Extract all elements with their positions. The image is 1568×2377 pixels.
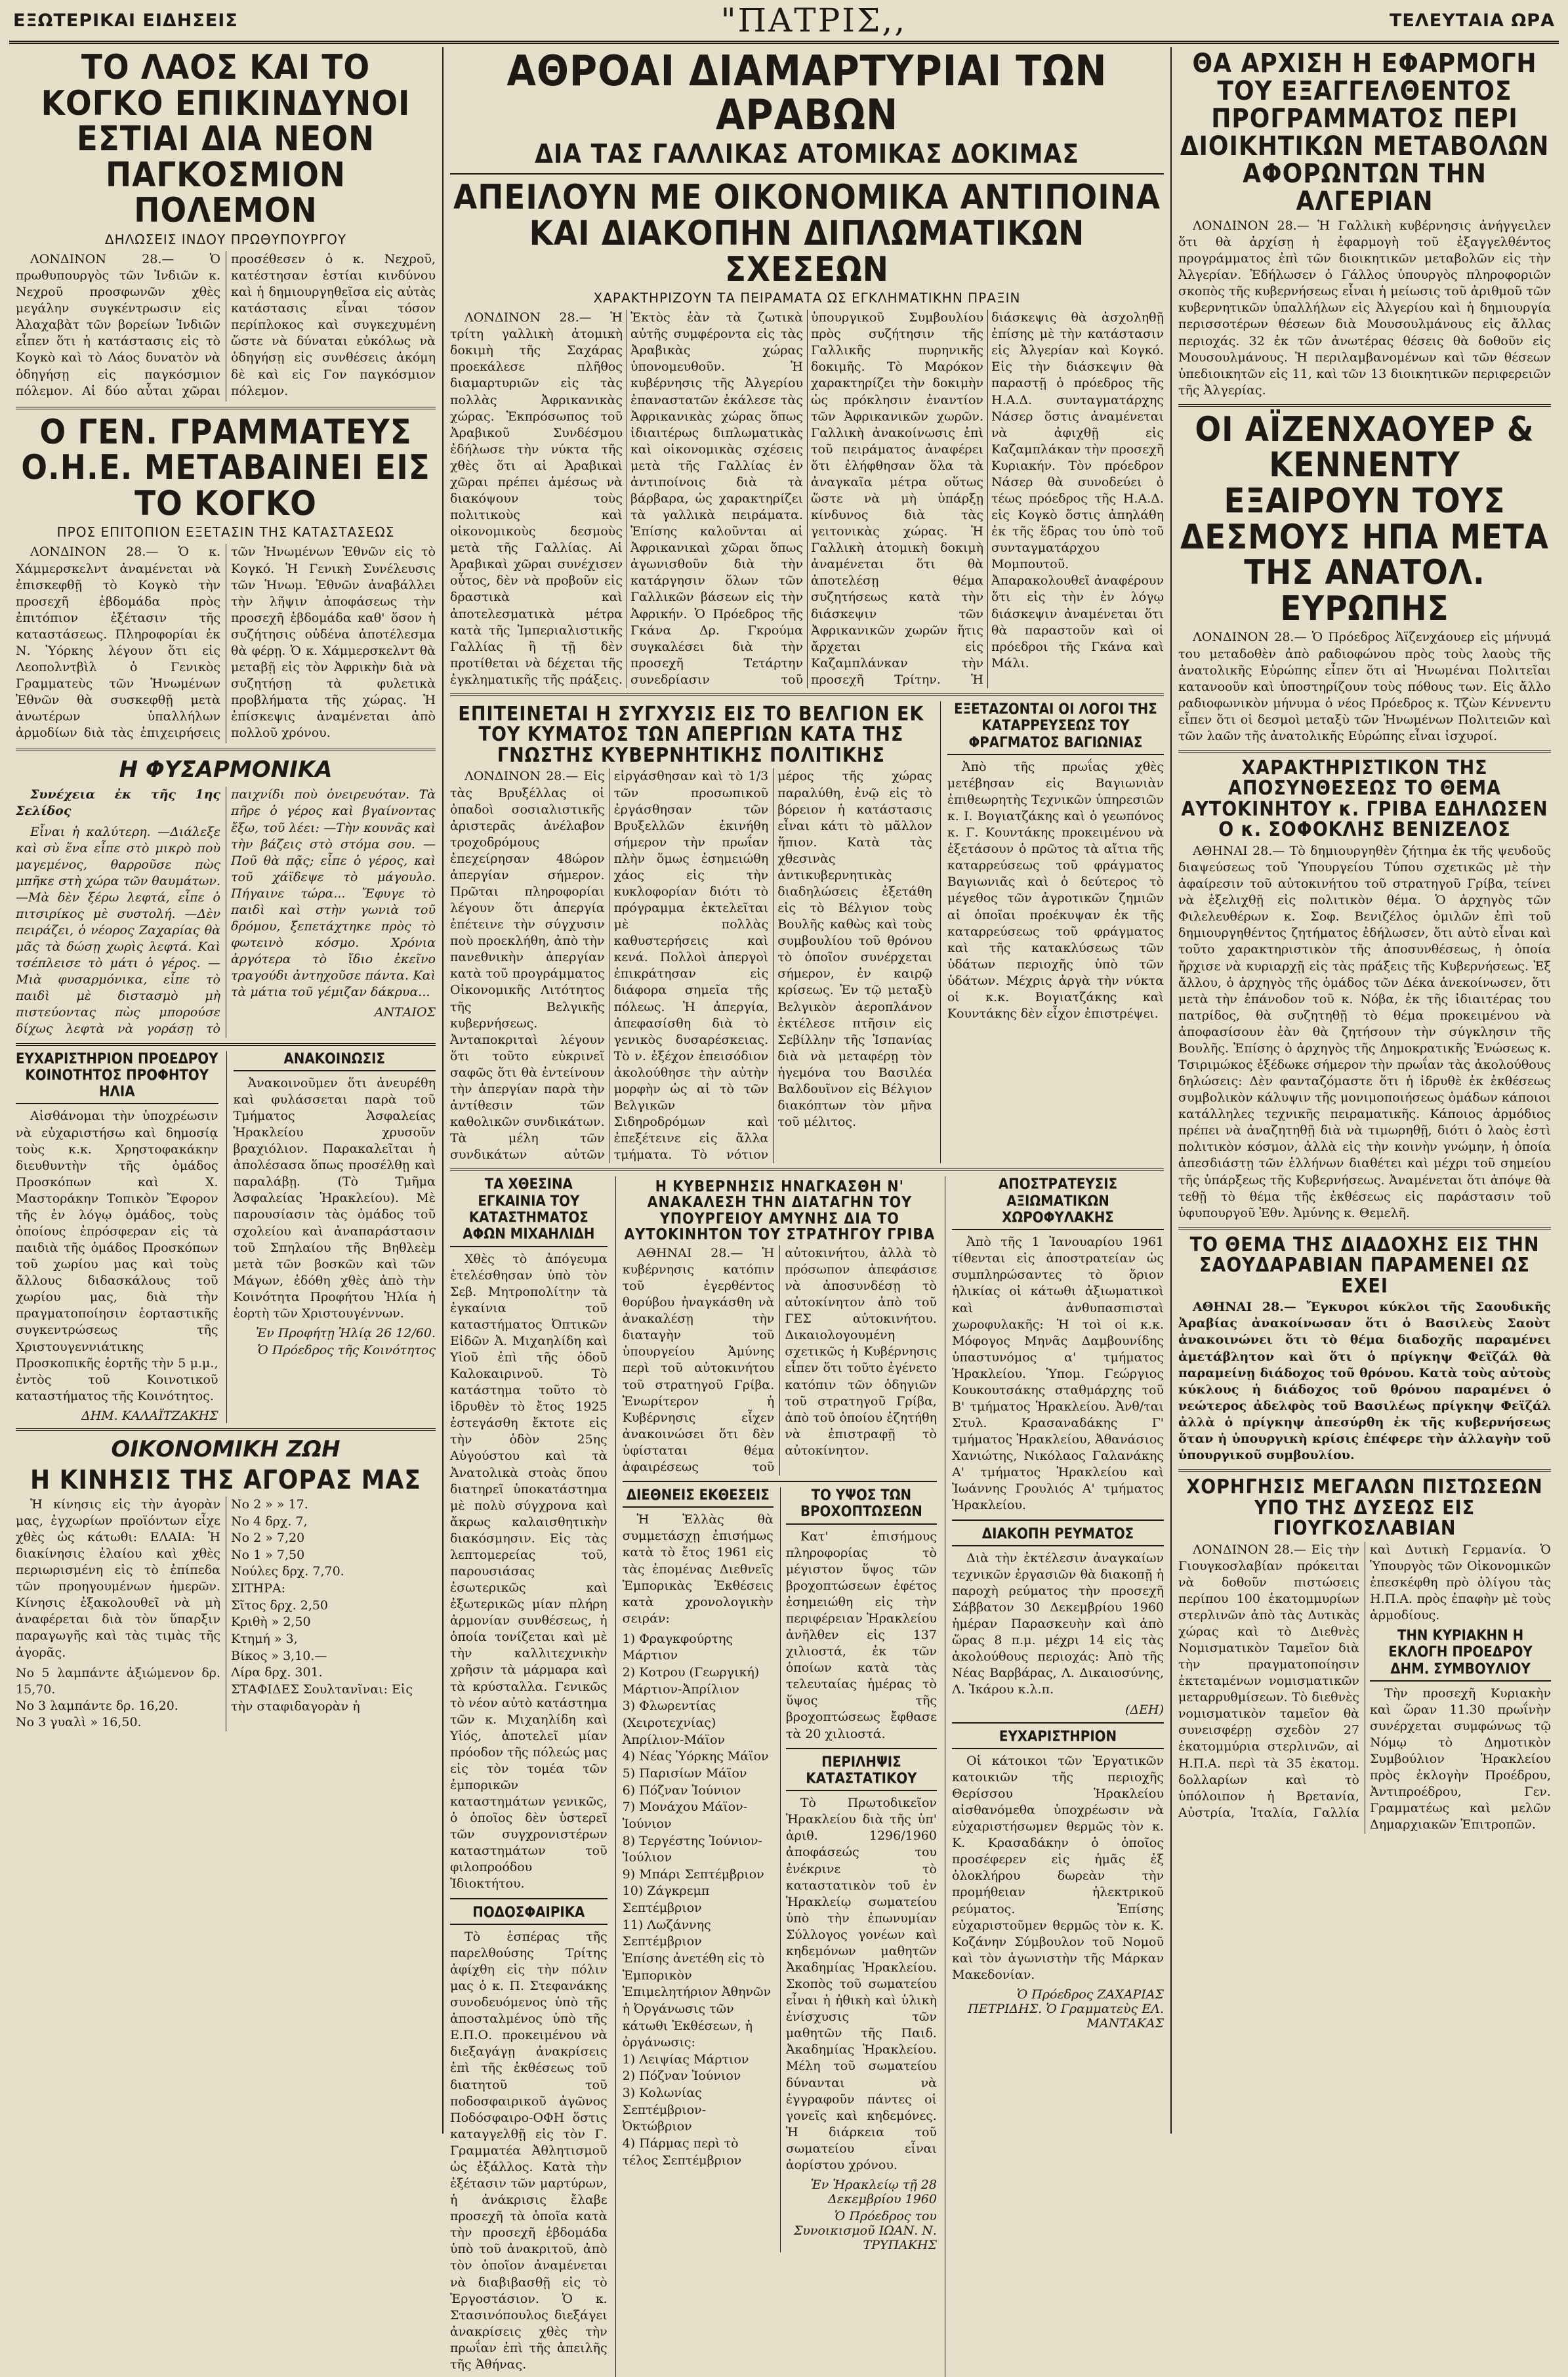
lower-middle-stack [615, 1176, 937, 2377]
fairs-rain-row [623, 1487, 937, 2252]
fair-item: 10) Ζάγκρεμπ Σεπτέμβριον [622, 1884, 710, 1916]
article-harmonica [16, 756, 436, 1037]
paragraph: Ἡ Ἑλλὰς θὰ συμμετάσχῃ ἐπισήμως κατὰ τὸ ἔτος 1961 εἰς τὰς ἑπομένας Διεθνεῖς Ἐμπορικὰς Ἐκθέσεις κατὰ χρονολογικὴν σειράν: [622, 1512, 774, 1626]
left-column [9, 47, 442, 2134]
lower-right-stack [945, 1176, 1164, 2377]
divider [450, 693, 1164, 696]
paragraph: ΛΟΝΔΙΝΟΝ 28.— Ἡ τρίτη γαλλικὴ ἀτομικὴ δοκιμὴ τῆς Σαχάρας προεκάλεσε πλῆθος διαμαρτυριῶν εἰς τὰς πολλὰς Ἀφρικανικὰς χώρας. Ἐκπρόσωπος τοῦ Ἀραβικοῦ Συνδέσμου ἐδήλωσε τὴν νύκτα τῆς χθὲς ὅτι αἱ Ἀραβικαὶ χῶραι πρέπει ἀμέσως νὰ διακόψουν τοὺς πολιτικοὺς καὶ οἰκονομικοὺς δεσμοὺς μετὰ τῆς Γαλλίας. Αἱ Ἀραβικαὶ χῶραι συνέχισεν οὗτος, δὲν νὰ προβοῦν εἰς δραστικὰ καὶ ἀποτελεσματικὰ μέτρα κατὰ τῆς Ἰμπεριαλιστικῆς Γαλλίας ἢ τῇ δὲν προτίθεται νὰ δέχεται τῆς ἐγκληματικῆς τῆς πράξεις. Ἐκτὸς ἐὰν τὰ ζωτικὰ αὐτῆς συμφέροντα εἰς τὰς Ἀραβικὰς χώρας ὑπονομευθοῦν. Ἡ κυβέρνησις τῆς Ἀλγερίου ἐπαναστατῶν ἐκάλεσε τὰς Ἀφρικανικὰς χώρας ὅπως ἰδιαιτέρως διπλωματικὰς καὶ οἰκονομικὰς σχέσεις μετὰ τῆς Γαλλίας ἐν ἀντιποίνοις διὰ τὰ βάρβαρα, ὡς χαρακτηρίζει τὰ γαλλικὰ πειράματα. Ἐπίσης καλοῦνται αἱ Ἀφρικανικαὶ χῶραι ὅπως ἀγωνισθοῦν διὰ τὴν κατάργησιν ὅλων τῶν Γαλλικῶν βάσεων εἰς τὴν Ἀφρικήν. Ὁ Πρόεδρος τῆς Γκάνα Δρ. Γκρούμα συγκαλέσει διὰ τὴν προσεχῆ Τετάρτην συνεδρίασιν τοῦ ὑπουργικοῦ Συμβουλίου πρὸς συζήτησιν τῆς Γαλλικῆς πυρηνικῆς δοκιμῆς. Τὸ Μαρόκον χαρακτηρίζει τὴν δοκιμὴν ὡς πρόκλησιν ἐναντίον τῶν Ἀφρικανικῶν χωρῶν. Γαλλικὴ ἀνακοίνωσις ἐπὶ τοῦ πειράματος ἀναφέρει ὅτι ἐλήφθησαν ὅλα τὰ ἀναγκαῖα μέτρα οὕτως ὥστε νὰ μὴ ὑπάρξῃ κίνδυνος διὰ τὰς γειτονικὰς χώρας. Ἡ Γαλλικὴ ἀτομικὴ δοκιμὴ ἀναμένεται ὅτι θὰ ἀποτελέσῃ θέμα συζητήσεως κατὰ τὴν διάσκεψιν τῶν Ἀφρικανικῶν χωρῶν ἥτις ἄρχεται εἰς Καζαμπλάνκαν τὴν προσεχῆ Τρίτην. Ἡ διάσκεψις θὰ ἀσχοληθῇ ἐπίσης μὲ τὴν κατάστασιν εἰς Ἀλγερίαν καὶ Κογκό. Εἰς τὴν διάσκεψιν θὰ παραστῇ ὁ πρόεδρος τῆς Η.Α.Δ. συνταγματάρχης Νάσερ ὅστις ἀναμένεται νὰ ἀφιχθῇ εἰς Καζαμπλάκαν τὴν προσεχῆ Κυριακήν. Τὸν πρόεδρον Νάσερ θὰ συνοδεύει ὁ τέως πρόεδρος τῆς Η.Α.Δ. εἰς Κογκὸ ὅστις ἀπηλάθη ἐκ τῆς ἔδρας του ὑπὸ τοῦ συνταγματάρχου Μομπουτοῦ. Ἀπαρακολουθεῖ ἀναφέρουν ὅτι εἰς τὴν ἐν λόγῳ διάσκεψιν ἀναμένεται ὅτι θὰ παραστοῦν καὶ οἱ πρόεδροι τῆς Γκάνα καὶ Μάλι. [450, 310, 1164, 687]
article-algeria [1178, 50, 1551, 399]
price-line: No 5 λαμπάντε ἀξιώμενον δρ. 15,70. [16, 1665, 220, 1697]
newspaper-title: "ΠΑΤΡΙΣ,, [720, 1, 907, 39]
signature: (ΔΕΗ) [1125, 1702, 1164, 1717]
paragraph: ΛΟΝΔΙΝΟΝ 28.— Εἰς τὴν Γιουγκοσλαβίαν πρόκειται νὰ δοθοῦν πιστώσεις περίπου 100 ἑκατομμυρίων στερλινῶν ἀπὸ τὰς Δυτικὰς χώρας καὶ τὸ Διεθνὲς Νομισματικὸν Ταμεῖον διὰ τὴν πραγματοποίησιν ἐκτεταμένων νομισματικῶν μεταρρυθμίσεων. Τὸ διεθνὲς νομισματικὸν ταμεῖον θὰ συνεισφέρῃ σχεδὸν 27 ἑκατομμύρια στερλινῶν, αἱ Η.Π.Α. περὶ τὰ 35 ἑκατομ. δολλαρίων καὶ τὸ ὑπόλοιπον ἡ Βρετανία, Αὐστρία, Ἰταλία, Γαλλία καὶ Δυτικὴ Γερμανία. Ὁ Ὑπουργὸς τῶν Οἰκονομικῶν ἐπεσκέφθη πρὸ ὀλίγου τὰς Η.Π.Α. πρὸς ἐπαφὴν μὲ τοὺς ἁρμοδίους. [1178, 1542, 1551, 1820]
divider [16, 749, 436, 751]
price-item: No 1 » 7,50 [231, 1547, 305, 1562]
article-announcements [226, 1051, 436, 1423]
article-fairs [623, 1487, 774, 2252]
article-body [947, 759, 1164, 1022]
article-body [1178, 218, 1551, 399]
price-item: ΣΙΤΗΡΑ: [231, 1581, 286, 1596]
columns [9, 47, 1559, 2372]
divider [1178, 1227, 1551, 1230]
paragraph: Χθὲς τὸ ἀπόγευμα ἐτελέσθησαν ὑπὸ τὸν Σεβ. Μητροπολίτην τὰ ἐγκαίνια τοῦ καταστήματος Ὀπτικῶν Εἰδῶν Ἀ. Μιχαηλίδη καὶ Υἱοῦ ἐπὶ τῆς ὁδοῦ Καλοκαιρινοῦ. Τὸ κατάστημα τοῦτο τὸ ἱδρυθὲν τὸ ἔτος 1925 ἐστεγάσθη ἔκτοτε εἰς τὴν ὁδὸν 25ης Αὐγούστου καὶ τὰ Ἀνατολικὰ στοὰς ὅπου διατηρεῖ ὑποκατάστημα μὲ πολὺ σύγχρονα καὶ ἄκρως καλαισθητικὴν διακόσμησιν. Εἰς τὰς λεπτομερείας τοῦ, παρουσιάσας ἐσωτερικῶς καὶ ἐξωτερικῶς μίαν πλήρη ἁρμονίαν συνθέσεως, ἡ ὁποία τονίζεται καὶ μὲ τὴν καλλιτεχνικὴν χρῆσιν τὰ μάρμαρα καὶ τὰ κρύσταλλα. Γενικῶς τὸ νέον αὐτὸ κατάστημα τῶν κ. Μιχαηλίδη καὶ Υἱός, ἀποτελεῖ μίαν πρόοδον τῆς πόλεώς μας εἰς τὸν τομέα τῶν ἐμπορικῶν καταστημάτων γενικῶς, ὁ ὁποῖος δὲν ὑστερεῖ τῶν συγχρονιστέρων καταστημάτων τοῦ φιλοπροόδου Ἰδιοκτήτου. [450, 1251, 608, 1891]
fairs-list [623, 1631, 774, 2170]
signature: Ὁ Πρόεδρος ΖΑΧΑΡΙΑΣ ΠΕΤΡΙΔΗΣ. Ὁ Γραμματεὺς ΕΛ. ΜΑΝΤΑΚΑΣ [968, 1987, 1164, 2031]
fair-item: 2) Πόζναν Ἰούνιον [622, 2069, 741, 2084]
paragraph: Τὴν προσεχῆ Κυριακὴν καὶ ὥραν 11.30 πρωΐνὴν συνέρχεται συμφώνως τῷ Νόμῳ τὸ Δημοτικὸν Συμβούλιον Ἡρακλείου πρὸς ἐκλογὴν Προέδρου, Ἀντιπροέδρου, Γεν. Γραμματέως καὶ μελῶν Δημαρχιακῶν Ἐπιτροπῶν. [1370, 1685, 1551, 1832]
place-date: Ἐν Προφήτῃ Ἠλίᾳ 26 12/60. [256, 1326, 436, 1341]
fair-item: 9) Μπάρι Σεπτέμβριον [622, 1867, 764, 1882]
headline: ΧΑΡΑΚΤΗΡΙΣΤΙΚΟΝ ΤΗΣ ΑΠΟΣΥΝΘΕΣΕΩΣ ΤΟ ΘΕΜΑ ΑΥΤΟΚΙΝΗΤΟΥ κ. ΓΡΙΒΑ ΕΔΗΛΩΣΕΝ Ο κ. ΣΟΦΟΚΛΗΣ ΒΕΝΙΖΕΛΟΣ [1181, 756, 1548, 842]
headline: ΤΟ ΘΕΜΑ ΤΗΣ ΔΙΑΔΟΧΗΣ ΕΙΣ ΤΗΝ ΣΑΟΥΔΑΡΑΒΙΑΝ ΠΑΡΑΜΕΝΕΙ ΩΣ ΕΧΕΙ [1189, 1233, 1540, 1298]
fair-item: 1) Λειψίας Μάρτιον [622, 2052, 749, 2067]
divider [450, 1168, 1164, 1171]
place-date: Ἐν Ἡρακλείῳ τῇ 28 Δεκεμβρίου 1960 [810, 2177, 937, 2206]
paragraph: ΑΘΗΝΑΙ 28.— Τὸ δημιουργηθὲν ζήτημα ἐκ τῆς ψευδοῦς διαψεύσεως τοῦ Ὑπουργείου Τύπου σχετικῶς μὲ τὴν ἀφαίρεσιν τοῦ αὐτοκινήτου τοῦ στρατηγοῦ Γρίβα, τείνει νὰ ἐξελιχθῇ εἰς πολιτικὸν θέμα. Ὁ ἀρχηγὸς τῶν Φιλελευθέρων κ. Σοφ. Βενιζέλος ὁμιλῶν ἐπὶ τοῦ δημιουργηθέντος ζητήματος ἐδήλωσεν, ὅτι αὐτὸ εἶναι καὶ τοῦτο χαρακτηριστικὸν τῆς ἀποσυνθέσεως, ἡ ὁποία ἤρχισε νὰ κυριαρχῇ εἰς τὰς πράξεις τῆς Κυβερνήσεως. Ἐξ ἄλλου, ὁ ἀρχηγὸς τῆς ὁμάδος τῶν Δέκα ἀνεκοίνωσεν, ὅτι μετὰ τὴν ἐπάνοδον τοῦ κ. Νόβα, ἐκ τῆς ἰδιαιτέρας του πατρίδος, θὰ συζητηθῇ τὸ θέμα προκειμένου νὰ ἀποφασίσουν ἐὰν θὰ ζητήσουν τὴν σύγκλησιν τῆς Βουλῆς. Ἐπίσης ὁ ἀρχηγὸς τῆς Δημοκρατικῆς Ἐνώσεως κ. Τσιριμώκος ἐξέδωκε σήμερον τὴν πρωΐαν τὰς ἀκολούθους δηλώσεις: Δὲν φανταζόμαστε ὅτι ἡ ἰδρυθὲ ἐκ ἐκθέσεως συμβολικὸν κάλυψιν τῆς μονιμοποιήσεως ὁμάδων κάποιοι κατάλληλες τεχνικῆς πειραματικῆς. Κάποιος ἁρμόδιος πρέπει νὰ ἀναζητηθῇ διὰ νὰ τιμωρηθῇ, διότι ὁ λαὸς ἐστὶ πολιτικὸν κόσμον, ἀλλὰ εἰς τὴν κοινὴν γνώμην, ἡ ὁποία ἀπεσδιάστῃ τῶν ἑλλήνων διαθέτει καὶ μέχρι τοῦ σημείου τῆς ὑπάρξεως τῆς Κυβερνήσεως. Ἀναμένεται ὅτι ἀπόψε θὰ τεθῇ τὸ θέμα τῆς ἐκθέσεως εἰς παράστασιν τοῦ ὑφυπουργοῦ Ἐθν. Ἀμύνης κ. Θεμελῆ. [1178, 843, 1551, 1220]
headline: ΕΥΧΑΡΙΣΤΗΡΙΟΝ [952, 1729, 1164, 1749]
fair-item: 6) Πόζναν Ἰούνιον [622, 1783, 741, 1798]
masthead [9, 0, 1559, 44]
article-yugoslavia [1178, 1477, 1551, 1833]
divider [952, 1519, 1164, 1521]
paragraph: Τὸ Πρωτοδικεῖον Ἡρακλείου διὰ τῆς ὑπ' ἀριθ. 1296/1960 ἀποφάσεώς του ἐνέκρινε τὸ καταστατικὸν τοῦ ἐν Ἡρακλείῳ σωματείου ὑπὸ τὴν ἐπωνυμίαν Σύλλογος γονέων καὶ κηδεμόνων μαθητῶν Ἀκαδημίας Ἡρακλείου. Σκοπὸς τοῦ σωματείου εἶναι ἡ ἠθικὴ καὶ ὑλικὴ ἐνίσχυσις τῶν μαθητῶν τῆς Παιδ. Ἀκαδημίας Ἡρακλείου. Μέλη τοῦ σωματείου δύνανται νὰ ἐγγραφοῦν πάντες οἱ γονεῖς καὶ κηδεμόνες. Ἡ διάρκεια τοῦ σωματείου εἶναι ἀορίστου χρόνου. [785, 1796, 937, 2172]
fair-item: 11) Λωζάννης Σεπτέμβριον [622, 1917, 711, 1949]
headline: ΤΑ ΧΘΕΣΙΝΑ ΕΓΚΑΙΝΙΑ ΤΟΥ ΚΑΤΑΣΤΗΜΑΤΟΣ ΑΦΩΝ ΜΙΧΑΗΛΙΔΗ [450, 1176, 608, 1247]
headline-3: ΑΠΕΙΛΟΥΝ ΜΕ ΟΙΚΟΝΟΜΙΚΑ ΑΝΤΙΠΟΙΝΑ ΚΑΙ ΔΙΑΚΟΠΗΝ ΔΙΠΛΩΜΑΤΙΚΩΝ ΣΧΕΣΕΩΝ [453, 178, 1161, 289]
price-item: ΣΤΑΦΙΔΕΣ Σουλτανῖναι: Εἰς τὴν σταφιδαγορὰν ἡ [231, 1682, 413, 1714]
election-headline: ΤΗΝ ΚΥΡΙΑΚΗΝ Η ΕΚΛΟΓΗ ΠΡΟΕΔΡΟΥ ΔΗΜ. ΣΥΜΒΟΥΛΙΟΥ [1370, 1628, 1551, 1682]
paragraph: ΑΘΗΝΑΙ 28.— Ἔγκυροι κύκλοι τῆς Σαουδικῆς Ἀραβίας ἀνακοίνωσαν ὅτι ὁ Βασιλεὺς Σαοὺτ ἀνακοινώνει ὅτι τὸ θέμα διαδοχῆς παραμένει ἀμετάβλητον καὶ ὅτι ὁ πρίγκηψ Φεϊζάλ θὰ παραμείνῃ διάδοχος τοῦ θρόνου. Κατὰ τοὺς αὐτοὺς κύκλους ἡ διάδοχος τοῦ θρόνου παραμένει ὁ νεώτερος ἀδελφὸς τοῦ Βασιλέως πρίγκηψ Φεϊζάλ ἀλλὰ ὁ πρίγκηψ ἀπεσύρθη ἐκ τῆς κυβερνήσεως ὅταν ἡ ὑπουργικὴ κρίσις ἐπέφερε τὴν ἀλλαγὴν τοῦ ὑπουργικοῦ συμβουλίου. [1178, 1300, 1551, 1462]
article-body [16, 1497, 436, 1731]
paragraph: Τὸ ἑσπέρας τῆς παρελθούσης Τρίτης ἀφίχθη εἰς τὴν πόλιν μας ὁ κ. Π. Στεφανάκης συνοδευόμενος ὑπὸ τῆς ἀποσταλμένος ὑπὸ τῆς Ε.Π.Ο. προκειμένου νὰ διεξαγάγῃ ἀνακρίσεις ἐπὶ τῆς ἐκθέσεως τοῦ διατητοῦ τοῦ ποδοσφαιρικοῦ ἀγῶνος Ποδόσφαιρο-ΟΦΗ ὅστις καταγγελθῇ εἰς τὸν Γ. Γραμματέα Ἀθλητισμοῦ ὡς ἐξάλλος. Κατὰ τὴν ἐξέτασιν τῶν μαρτύρων, ἡ ἀνάκρισις ἔλαβε προσεχῆ τὰ ὁποῖα κατὰ τὴν προσεχῆ ἑβδομάδα ὑπὸ τοῦ ἀνακριτοῦ, ἀπὸ τὸν ὁποῖον ἀναμένεται νὰ διαβιβασθῇ εἰς τὸ Ἐργοστάσιον. Ὁ κ. Στασινόπουλος διεξάγει ἀνακρίσεις χθὲς τὴν πρωΐαν ἐπὶ τῆς ἀπειλῆς τῆς Ἀθήνας. [450, 1929, 608, 2372]
divider [1178, 404, 1551, 407]
headline: ΠΕΡΙΛΗΨΙΣ ΚΑΤΑΣΤΑΤΙΚΟΥ [786, 1754, 937, 1792]
paragraph: ΛΟΝΔΙΝΟΝ 28.— Ὁ κ. Χάμμερσκελντ ἀναμένεται νὰ ἐπισκεφθῇ τὸ Κογκὸ τὴν προσεχῆ ἑβδομάδα πρὸς ἐπιτόπιον ἐξέτασιν τῆς καταστάσεως. Πληροφορίαι ἐκ Ν. Ὑόρκης λέγουν ὅτι εἰς Λεοπολντβὶλ ὁ Γενικὸς Γραμματεὺς τῶν Ἡνωμένων Ἐθνῶν θὰ συσκεφθῇ μετὰ ἀνωτέρων ὑπαλλήλων ἀρμοδίων διὰ τὰς ἐπιχειρήσεις τῶν Ἡνωμένων Ἐθνῶν εἰς τὸ Κογκό. Ἡ Γενικὴ Συνέλευσις τῶν Ἡνωμ. Ἐθνῶν ἀναβάλλει τὴν λῆψιν ἀποφάσεως τὴν προσεχῆ ἑβδομάδα καθ' ὅσον ἡ συζήτησις οὐδένα ἀποτέλεσμα θὰ φέρῃ. Ὁ κ. Χάμμερσκελντ θὰ μεταβῇ εἰς τὸν Ἀφρικὴν διὰ νὰ συζητήσῃ τὰ φυλετικὰ προβλήματα τῆς χώρας. Ἡ ἐπίσκεψις ἀναμένεται ἀπὸ πολλοῦ χρόνου. [16, 545, 436, 741]
subheadline: ΔΗΛΩΣΕΙΣ ΙΝΔΟΥ ΠΡΩΘΥΠΟΥΡΓΟΥ [104, 231, 347, 247]
price-item: No 4 δρχ. 7, [231, 1514, 308, 1529]
headline: ΠΟΔΟΣΦΑΙΡΙΚΑ [450, 1905, 608, 1925]
fair-item: 3) Φλωρεντίας (Χειροτεχνίας) Ἀπρίλιον-Μάϊον [622, 1699, 726, 1747]
price-item: Κτημή » 3, [231, 1631, 298, 1646]
lower-center-row [450, 1176, 1164, 2377]
article-body [1178, 629, 1551, 745]
fair-item: 2) Κοτρου (Γεωργική) Μάρτιον-Ἀπρίλιον [622, 1665, 760, 1697]
section-last-hour: ΤΕΛΕΥΤΑΙΑ ΩΡΑ [1389, 10, 1555, 31]
section-title: ΟΙΚΟΝΟΜΙΚΗ ΖΩΗ [111, 1436, 340, 1462]
article-body [450, 1929, 608, 2373]
headline: ΕΠΙΤΕΙΝΕΤΑΙ Η ΣΥΓΧΥΣΙΣ ΕΙΣ ΤΟ ΒΕΛΓΙΟΝ ΕΚ ΤΟΥ ΚΥΜΑΤΟΣ ΤΩΝ ΑΠΕΡΓΙΩΝ ΚΑΤΑ ΤΗΣ ΓΝΩΣΤΗΣ ΚΥΒΕΡΝΗΤΙΚΗΣ ΠΟΛΙΤΙΚΗΣ [458, 702, 924, 767]
article-body [623, 1245, 937, 1476]
paragraph: Ἡ κίνησις εἰς τὴν ἀγορὰν μας, ἐγχωρίων προϊόντων εἶχε χθὲς ὡς κάτωθι: ΕΛΑΙΑ: Ἡ διακίνησις ἐλαίου καὶ χθὲς περιωρισμένη εἰς τὸ ἐπίπεδα τῶν προηγουμένων ἡμερῶν. Κίνησις ἐξακολουθεῖ νὰ μὴ ἀναφέρεται διὰ τὸν ὕπαρξιν παραγωγῆς καὶ τὰς τιμὰς τῆς ἀγορᾶς. [16, 1497, 220, 1660]
price-item: Νούλες δρχ. 7,70. [231, 1564, 344, 1579]
headline: Η ΚΙΝΗΣΙΣ ΤΗΣ ΑΓΟΡΑΣ ΜΑΣ [30, 1464, 421, 1495]
paragraph: Οἱ κάτοικοι τῶν Ἐργατικῶν κατοικιῶν τῆς περιοχῆς Θερίσσου Ἡρακλείου αἰσθανόμεθα ὑποχρέωσιν νὰ εὐχαριστήσωμεν θερμῶς τὸν κ. Κ. Κρασαδάκην ὁ ὁποῖος προσέφερεν εἰς ἡμᾶς ἐξ ὁλοκλήρου δωρεὰν τὴν προμήθειαν ἠλεκτρικοῦ ρεύματος. Ἐπίσης εὐχαριστοῦμεν θερμῶς τὸν κ. Κ. Κοζάνην Σύμβουλον τοῦ Νομοῦ καὶ τὸν ἀγωνιστὴν τῆς Μάρκαν Μακεδονίαν. [951, 1753, 1164, 1982]
lower-left-stack [450, 1176, 608, 2377]
paragraph: Ἀπὸ τῆς πρωΐας χθὲς μετέβησαν εἰς Βαγιωνιὰν ἐπιθεωρητὴς Τεχνικῶν ὑπηρεσιῶν κ. Ι. Βογιατζάκης καὶ ὁ γεωπόνος κ. Γ. Κουντάκης προκειμένου νὰ ἐξετάσουν ὁ πρῶτος τὰ αἴτια τῆς καταρρεύσεως τοῦ φράγματος Βαγιωνιᾶς καὶ ὁ δεύτερος τὸ μέγεθος τῶν ἀγροτικῶν ζημιῶν αἱ ὁποῖαι προέκυψαν ἐκ τῆς καταρρεύσεως τοῦ φράγματος καὶ τῆς κατακλύσεως τῶν ὑδάτων περιοχῆς ὑπὸ τῶν ὑδάτων. Μέχρις ἀργὰ τὴν νύκτα οἱ κ.κ. Βογιατζάκης καὶ Κουντάκης δὲν εἶχον ἐπιστρέψει. [947, 759, 1164, 1022]
article-congo-war [16, 50, 436, 402]
subheadline: ΧΑΡΑΚΤΗΡΙΖΟΥΝ ΤΑ ΠΕΙΡΑΜΑΤΑ ΩΣ ΕΓΚΛΗΜΑΤΙΚΗΝ ΠΡΑΞΙΝ [593, 290, 1021, 306]
right-column [1170, 47, 1558, 2134]
headline: ΤΟ ΛΑΟΣ ΚΑΙ ΤΟ ΚΟΓΚΟ ΕΠΙΚΙΝΔΥΝΟΙ ΕΣΤΙΑΙ ΔΙΑ ΝΕΟΝ ΠΑΓΚΟΣΜΙΟΝ ΠΟΛΕΜΟΝ [41, 48, 411, 231]
paragraph: Αἰσθάνομαι τὴν ὑποχρέωσιν νὰ εὐχαριστήσω καὶ δημοσίᾳ τοὺς κ.κ. Χρηστοφακάκην διευθυντὴν τῆς ὁμάδος Προσκόπων καὶ Χ. Μαστοράκην Τοπικὸν Ἔφορον τῆς ἐν λόγῳ ὁμάδος, τοὺς ὁποίους ἐπρόσφεραν εἰς τὰ παιδιὰ τῆς ὁμάδος Προσκόπων τοῦ χωρίου μας καὶ τοὺς ἄλλους διδασκάλους τοῦ χωρίου μας, διὰ τὴν πραγματοποίησιν ἑορταστικῆς συγκεντρώσεως τῆς Χριστουγεννιάτικης Προσκοπικῆς ἑορτῆς τὴν 5 μ.μ., ἐντὸς τοῦ Κοινοτικοῦ καταστήματος τῆς Κοινότητος. [16, 1109, 218, 1403]
divider [450, 1898, 608, 1899]
section-foreign-news: ΕΞΩΤΕΡΙΚΑΙ ΕΙΔΗΣΕΙΣ [13, 10, 238, 31]
headline: ΔΙΑΚΟΠΗ ΡΕΥΜΑΤΟΣ [952, 1526, 1164, 1546]
price-item: Βίκος » 3,10.— [231, 1648, 327, 1663]
article-body [450, 768, 932, 1163]
paragraph: Ἀπὸ τῆς 1 Ἰανουαρίου 1961 τίθενται εἰς ἀποστρατείαν ὡς συμπληρώσαντες τὸ ὅριον ἡλικίας οἱ κάτωθι ἀξιωματικοὶ καὶ ἀνθυπασπισταὶ χωροφυλακῆς: Ἡ τοὶ οἱ κ.κ. Μόφογος Μηνᾶς Δαμβουνίδης ὑπαστυνόμος α' τμήματος Ἡρακλείου. Ὑπομ. Γεώργιος Κουκουτσάκης σταθμάρχης τοῦ Β' τμήματος Ἡρακλείου. Ἀνθ/ται Στυλ. Κρασαναδάκης Γ' τμήματος Ἡρακλείου, Ἀθανάσιος Χανιώτης, Νικόλαος Γαλανάκης Α' τμήματος Ἡρακλείου καὶ Ἰωάννης Γρουλιός Α' τμήματος Ἡρακλείου. [951, 1235, 1164, 1513]
paragraph: Εἶναι ἡ καλύτερη. —Διάλεξε καὶ σὺ ἕνα εἶπε στὸ μικρὸ ποὺ μαγεμένος, θαρροῦσε πὼς μπῆκε στὴ χώρα τῶν θαυμάτων. —Μὰ δὲν ξέρω λεφτά, εἶπε ὁ πιτσιρίκος μὲ συστολή. —Δὲν πειράζει, ὁ νέορος Ζαχαρίας θὰ μᾶς τὰ δώσῃ χωρὶς λεφτά. Καὶ τσέπλεισε τὸ μάτι ὁ γέρος. —Μιὰ φυσαρμόνικα, εἶπε τὸ παιδὶ μὲ διστασμὸ μὴ πιστεύοντας πὼς μπορούσε δίχως λεφτὰ νὰ γοράσῃ τὸ παιχνίδι ποὺ ὀνειρευόταν. Τὰ πῆρε ὁ γέρος καὶ βγαίνοντας ἔξω, τοῦ λέει: —Τὴν κουνᾶς καὶ τὴν βάζεις στὸ στόμα σου. —Ποῦ θὰ πᾷς; εἶπε ὁ γέρος, καὶ τοῦ χάϊδεψε τὸ μάγουλο. Πήγαινε τώρα... Ἔφυγε τὸ παιδὶ καὶ στὴν γωνιὰ τοῦ δρόμου, ξεπετάχτηκε πρὸς τὸ φωτεινὸ κόσμο. Χρόνια ἀργότερα τὸ ἴδιο ἐκεῖνο τραγούδι ἀντηχοῦσε πάντα. Καὶ τὰ μάτια τοῦ γέμιζαν δάκρυα... [16, 787, 436, 1037]
article-body [16, 251, 436, 402]
article-dam [940, 701, 1164, 1163]
paragraph: Κατ' ἐπισήμους πληροφορίας τὸ μέγιστον ὕψος τῶν βροχοπτώσεων ἐφέτος ἐσημειώθη εἰς τὴν περιφέρειαν Ἡρακλείου ἀνῆλθεν εἰς 137 χιλιοστά, ἐκ τῶν ὁποίων κατὰ τὰς τελευταίας ἡμέρας τὸ ὕψος τῆς βροχοπτώσεως ἔφθασε τὰ 20 χιλιοστά. [785, 1529, 937, 1741]
fair-item: 4) Πάρμας περὶ τὸ τέλος Σεπτέμβριον [622, 2136, 742, 2168]
headline: ΕΞΕΤΑΖΟΝΤΑΙ ΟΙ ΛΟΓΟΙ ΤΗΣ ΚΑΤΑΡΡΕΥΣΕΩΣ ΤΟΥ ΦΡΑΓΜΑΤΟΣ ΒΑΓΙΩΝΙΑΣ [947, 701, 1164, 755]
divider [1178, 1469, 1551, 1472]
signature: ΔΗΜ. ΚΑΛΑΪΤΖΑΚΗΣ [81, 1408, 218, 1423]
headline: Η ΚΥΒΕΡΝΗΣΙΣ ΗΝΑΓΚΑΣΘΗ Ν' ΑΝΑΚΑΛΕΣΗ ΤΗΝ ΔΙΑΤΑΓΗΝ ΤΟΥ ΥΠΟΥΡΓΕΙΟΥ ΑΜΥΝΗΣ ΔΙΑ ΤΟ ΑΥΤΟΚΙΝΗΤΟΝ ΤΟΥ ΣΤΡΑΤΗΓΟΥ ΓΡΙΒΑ [624, 1178, 936, 1243]
article-body [1178, 1299, 1551, 1464]
headline-2: ΔΙΑ ΤΑΣ ΓΑΛΛΙΚΑΣ ΑΤΟΜΙΚΑΣ ΔΟΚΙΜΑΣ [535, 139, 1079, 170]
notices-row [16, 1051, 436, 1423]
author: ΑΝΤΑΙΟΣ [374, 1005, 436, 1020]
fair-item: Ἐπίσης ἀνετέθη εἰς τὸ Ἐμπορικὸν Ἐπιμελητήριον Ἀθηνῶν ἡ Ὀργάνωσις τῶν κάτωθι Ἐκθέσεων, ἡ ὀργάνωσις: [622, 1951, 772, 2050]
section-title: Η ΦΥΣΑΡΜΟΝΙΚΑ [119, 756, 333, 783]
divider [786, 1748, 937, 1749]
headline: ΟΙ ΑΪΖΕΝΧΑΟΥΕΡ & ΚΕΝΝΕΝΤΥ ΕΞΑΙΡΟΥΝ ΤΟΥΣ ΔΕΣΜΟΥΣ ΗΠΑ ΜΕΤΑ ΤΗΣ ΑΝΑΤΟΛ. ΕΥΡΩΠΗΣ [1180, 409, 1550, 629]
fair-item: 8) Τεργέστης Ἰούνιον-Ἰούλιον [622, 1833, 762, 1865]
divider [952, 1722, 1164, 1724]
belgium-row [450, 701, 1164, 1163]
divider [623, 1481, 937, 1482]
subheadline: ΠΡΟΣ ΕΠΙΤΟΠΙΟΝ ΕΞΕΤΑΣΙΝ ΤΗΣ ΚΑΤΑΣΤΑΣΕΩΣ [56, 524, 395, 541]
article-body [1178, 843, 1551, 1222]
article-arab-protests [450, 47, 1164, 688]
headline: Ο ΓΕΝ. ΓΡΑΜΜΑΤΕΥΣ Ο.Η.Ε. ΜΕΤΑΒΑΙΝΕΙ ΕΙΣ ΤΟ ΚΟΓΚΟ [21, 412, 430, 524]
headline: ΑΠΟΣΤΡΑΤΕΥΣΙΣ ΑΞΙΩΜΑΤΙΚΩΝ ΧΩΡΟΦΥΛΑΚΗΣ [952, 1176, 1164, 1230]
article-body [16, 544, 436, 743]
fair-item: 3) Κολωνίας Σεπτέμβριον-Ὀκτώβριον [622, 2086, 707, 2134]
article-body [234, 1075, 436, 1322]
signatory: Ὁ Πρόεδρος τῆς Κοινότητος [257, 1343, 436, 1358]
center-column [442, 47, 1170, 2372]
headline: ΔΙΕΘΝΕΙΣ ΕΚΘΕΣΕΙΣ [623, 1487, 774, 1508]
fair-item: 7) Μονάχου Μάϊον-Ἰούνιον [622, 1800, 748, 1831]
rain-statute-stack [780, 1487, 937, 2252]
headline: ΑΝΑΚΟΙΝΩΣΙΣ [234, 1051, 436, 1071]
article-economy [16, 1436, 436, 1731]
article-thanks [16, 1051, 218, 1423]
fair-item: 1) Φραγκφούρτης Μάρτιον [622, 1631, 733, 1663]
article-belgium [450, 701, 932, 1163]
article-eisenhower [1178, 409, 1551, 745]
divider [16, 1043, 436, 1046]
continuation-note: Συνέχεια ἐκ τῆς 1ης Σελίδος [16, 787, 220, 819]
price-item: Κριθὴ » 2,50 [231, 1615, 311, 1630]
divider [450, 173, 1164, 175]
price-item: Λίρα δρχ. 301. [231, 1665, 323, 1680]
paragraph: ΛΟΝΔΙΝΟΝ 28.— Ὁ πρωθυπουργὸς τῶν Ἰνδιῶν κ. Νεχροῦ προσφωνῶν χθὲς μεγάλην συγκέντρωσιν εἰς Ἀλαχαβὰτ τῶν βορείων Ἰνδιῶν εἶπεν ὅτι ἡ κατάστασις εἰς τὸ Κογκὸ καὶ τὸ Λάος δυνατὸν νὰ ὁδηγήσῃ εἰς παγκόσμιον πόλεμον. Αἱ δύο αὗται χῶραι προσέθεσεν ὁ κ. Νεχροῦ, κατέστησαν ἑστίαι κινδύνου καὶ ἡ δημιουργηθεῖσα εἰς αὐτὰς κατάστασις εἶναι τόσον περίπλοκος καὶ συγκεχυμένη ὥστε νὰ δύναται εὐκόλως νὰ ὁδηγήσῃ εἰς συνθέσεις ἀκόμη δὲ καὶ εἰς Γον παγκόσμιον πόλεμον. [16, 251, 436, 398]
paragraph: ΛΟΝΔΙΝΟΝ 28.— Ὁ Πρόεδρος Ἀϊζενχάουερ εἰς μήνυμά του μεταδοθὲν ἀπὸ ραδιοφώνου πρὸς τοὺς λαοὺς τῆς ἀνατολικῆς Εὐρώπης εἶπεν ὅτι αἱ Ἡνωμέναι Πολιτεῖαι κατανοοῦν καὶ ὑποστηρίζουν τοὺς πόθους των. Εἰς ἄλλο ραδιοφωνικὸν μήνυμα ὁ νέος Πρόεδρος κ. Τζὼν Κέννεντυ εἶπεν ὅτι οἱ δεσμοὶ μεταξὺ τῶν Ἡνωμένων Πολιτειῶν καὶ τῶν λαῶν τῆς ἀνατολικῆς Εὐρώπης εἶναι ἰσχυροί. [1178, 630, 1551, 743]
article-body [16, 787, 436, 1037]
price-item: No 2 » » 17. [231, 1497, 308, 1512]
fair-item: 5) Παρισίων Μάϊον [622, 1766, 747, 1781]
fair-item: 4) Νέας Ὑόρκης Μάϊον [622, 1749, 769, 1764]
paragraph: ΛΟΝΔΙΝΟΝ 28.— Εἰς τὰς Βρυξέλλας οἱ ὀπαδοὶ σοσιαλιστικῆς ἀριστερᾶς ἀνέλαβον τροχοδρόμους ἐπεχείρησαν 48ώρον ἀπεργίαν σήμερον. Πρῶται πληροφορίαι λέγουν ὅτι ἀπεργία ἐπέτεινε τὴν σύγχυσιν ποὺ προεκλήθη, ἀπὸ τὴν πανεθνικὴν ἀπεργίαν κατὰ τοῦ προγράμματος Οἰκονομικῆς Λιτότητος τῆς Βελγικῆς κυβερνήσεως. Ἀνταποκριταὶ λέγουν ὅτι τοῦτο εὑκρινεῖ σαφῶς ὅτι θὰ ἐντείνουν τὴν ἀπεργίαν παρὰ τὴν ἀντίθεσιν τῶν καθολικῶν συνδικάτων. Τὰ μέλη τῶν συνδικάτων αὐτῶν εἰργάσθησαν καὶ τὸ 1/3 τῶν προσωπικοῦ ἐργάσθησαν τῶν Βρυξελλῶν ἐκινήθη σήμερον τὴν πρωΐαν πλὴν ὅμως ἐσημειώθη χάος εἰς τὴν κυκλοφορίαν διότι τὸ πρόγραμμα ἐκτελεῖται μὲ πολλὰς καθυστερήσεις καὶ κενά. Πολλοὶ ἀπεργοὶ ἐπικράτησαν εἰς διάφορα σημεῖα τῆς πόλεως. Ἡ ἀπεργία, ἀπεφασίσθη διὰ τὸ γενικὸς δυσαρέσκειας. Τὸ ν. ἐξέχον ἐπεισόδιον ἀκολούθησε τὴν αὐτὴν μορφὴν ὡς αἱ τὸ τῶν Βελγικῶν Σιδηροδρόμων καὶ ἐπεξέτεινε εἰς ἄλλα τμήματα. Τὸ νότιον μέρος τῆς χώρας παραλύθη, ἐνῷ εἰς τὸ βόρειον ἡ κατάστασις εἶναι κάτι τὸ μᾶλλον ἥπιον. Κατὰ τὰς χθεσινὰς ἀντικυβερνητικὰς διαδηλώσεις ἐξετάθη εἰς τὸ Βέλγιον τοὺς Βουλῆς καθὼς καὶ τοὺς συμβουλίου τοῦ θρόνου τὸ ὁποῖον συνέρχεται σήμερον, ἐν καιρῷ κρίσεως. Ἐν τῷ μεταξὺ Βελγικὸν ἀεροπλάνον ἐκτέλεσε πτῆσιν εἰς Σεβίλλην τῆς Ἱσπανίας διὰ νὰ μεταφέρῃ τὸν ἡγεμόνα του Βασιλέα Βαλδουῖνον εἰς Βέλγιον διακόπτων τὸν μῆνα τοῦ μέλιτος. [450, 769, 932, 1163]
paragraph: ΑΘΗΝΑΙ 28.— Ἡ κυβέρνησις κατόπιν τοῦ ἐγερθέντος θορύβου ἠναγκάσθη νὰ ἀνακαλέσῃ τὴν διαταγὴν τοῦ ὑπουργείου Ἀμύνης περὶ τοῦ αὐτοκινήτου τοῦ στρατηγοῦ Γρίβα. Ἐνωρίτερον ἡ Κυβέρνησις εἶχεν ἀνακοινώσει ὅτι δὲν ὑφίσταται θέμα ἀφαιρέσεως τοῦ αὐτοκινήτου, ἀλλὰ τὸ πρόσωπον ἀπεφάσισε νὰ ἀποσυνδέσῃ τὸ αὐτοκίνητον ἀπὸ τοῦ ΓΕΣ αὐτοκινήτου. Δικαιολογουμένη σχετικῶς ἡ Κυβέρνησις εἶπεν ὅτι τοῦτο ἐγένετο κατόπιν τῶν ὁδηγιῶν τοῦ στρατηγοῦ Γρίβα, ἀπὸ τοῦ ὁποίου ἐζητήθη νὰ ἐπιστραφῇ τὸ αὐτοκίνητον. [622, 1245, 937, 1474]
headline: ΤΟ ΥΨΟΣ ΤΩΝ ΒΡΟΧΟΠΤΩΣΕΩΝ [786, 1487, 937, 1525]
divider [16, 1428, 436, 1431]
article-saudi [1178, 1235, 1551, 1464]
paragraph: ΛΟΝΔΙΝΟΝ 28.— Ἡ Γαλλικὴ κυβέρνησις ἀνήγγειλεν ὅτι θὰ ἀρχίσῃ ἡ ἐφαρμογὴ τοῦ ἐξαγγελθέντος προγράμματος ἐπὶ τῶν διοικητικῶν μεταβολῶν εἰς τὴν Ἀλγερίαν. Ἐδήλωσεν ὁ Γάλλος ὑπουργὸς πληροφοριῶν σκοπὸς τῆς κυβερνήσεως εἶναι ἡ μείωσις τοῦ ἀριθμοῦ τῶν κυβερνητικῶν ὑπαλλήλων εἰς Ἀλγερίου καὶ ἡ δημιουργία περισσοτέρων θέσεων διὰ Μουσουλμάνους εἰς ἄλλας περιοχάς. 32 ἐκ τῶν ἀνωτέρας θέσεις θὰ δοθοῦν εἰς Μουσουλμάνους. Ἡ περιλαμβανομένων καὶ τῶν θέσεων ὑπεδιοικητῶν εἰς 11, καὶ τῶν 13 διοικητικῶν περιφερειῶν τῆς Ἀλγερίας. [1178, 218, 1551, 398]
divider [16, 407, 436, 409]
headline: ΧΟΡΗΓΗΣΙΣ ΜΕΓΑΛΩΝ ΠΙΣΤΩΣΕΩΝ ΥΠΟ ΤΗΣ ΔΥΣΕΩΣ ΕΙΣ ΓΙΟΥΓΚΟΣΛΑΒΙΑΝ [1186, 1476, 1543, 1540]
paragraph: Διὰ τὴν ἐκτέλεσιν ἀναγκαίων τεχνικῶν ἐργασιῶν θὰ διακοπῇ ἡ παροχὴ ρεύματος τὴν προσεχῆ Σάββατον 30 Δεκεμβρίου 1960 ἡμέραν Παρασκευὴν καὶ ἀπὸ ὥρας 8 π.μ. μέχρι 14 εἰς τὰς ἀκολούθους περιοχάς: Ἀπὸ τῆς Νέας Βαρβάρας, Λ. Δικαιοσύνης, Λ. Ἰκάρου κ.λ.π. [951, 1550, 1164, 1697]
article-body [450, 310, 1164, 688]
article-body [450, 1251, 608, 1893]
price-item: No 2 » 7,20 [231, 1531, 305, 1546]
paragraph: Ἀνακοινοῦμεν ὅτι ἀνευρέθη καὶ φυλάσσεται παρὰ τοῦ Τμήματος Ἀσφαλείας Ἡρακλείου χρυσοῦν βραχιόλιον. Παρακαλεῖται ἡ ἀπολέσασα ὅπως προσέλθῃ καὶ παραλάβῃ. (Τὸ Τμῆμα Ἀσφαλείας Ἡρακλείου). Μὲ παρουσίασιν τὰς ὁμάδος τοῦ σχολείου καὶ ἀναπαράστασιν τοῦ Σπηλαίου τῆς Βηθλεὲμ μετὰ τῶν βοσκῶν καὶ τῶν Μάγων, ἐδόθη χθὲς ἀπὸ τὴν Κοινότητα Προφήτου Ἠλία ἡ ἑορτὴ τῶν Χριστουγέννων. [233, 1075, 436, 1321]
headline: ΑΘΡΟΑΙ ΔΙΑΜΑΡΤΥΡΙΑΙ ΤΩΝ ΑΡΑΒΩΝ [506, 47, 1107, 140]
article-body [1178, 1542, 1551, 1834]
divider [1178, 750, 1551, 753]
article-body [16, 1108, 218, 1404]
price-item: No 3 λαμπάντε δρ. 16,20. [16, 1698, 178, 1713]
article-veniselos [1178, 758, 1551, 1222]
article-un-secretary [16, 412, 436, 744]
headline: ΘΑ ΑΡΧΙΣΗ Η ΕΦΑΡΜΟΓΗ ΤΟΥ ΕΞΑΓΓΕΛΘΕΝΤΟΣ ΠΡΟΓΡΑΜΜΑΤΟΣ ΠΕΡΙ ΔΙΟΙΚΗΤΙΚΩΝ ΜΕΤΑΒΟΛΩΝ ΑΦΟΡΩΝΤΩΝ ΤΗΝ ΑΛΓΕΡΙΑΝ [1180, 49, 1550, 217]
signatory: Ὁ Πρόεδρος του Συνοικισμοῦ ΙΩΑΝ. Ν. ΤΡΥΠΑΚΗΣ [793, 2208, 937, 2252]
headline: ΕΥΧΑΡΙΣΤΗΡΙΟΝ ΠΡΟΕΔΡΟΥ ΚΟΙΝΟΤΗΤΟΣ ΠΡΟΦΗΤΟΥ ΗΛΙΑ [16, 1051, 218, 1105]
price-item: Σῖτος δρχ. 2,50 [231, 1598, 329, 1613]
price-item: No 3 γυαλὶ » 16,50. [16, 1715, 142, 1730]
